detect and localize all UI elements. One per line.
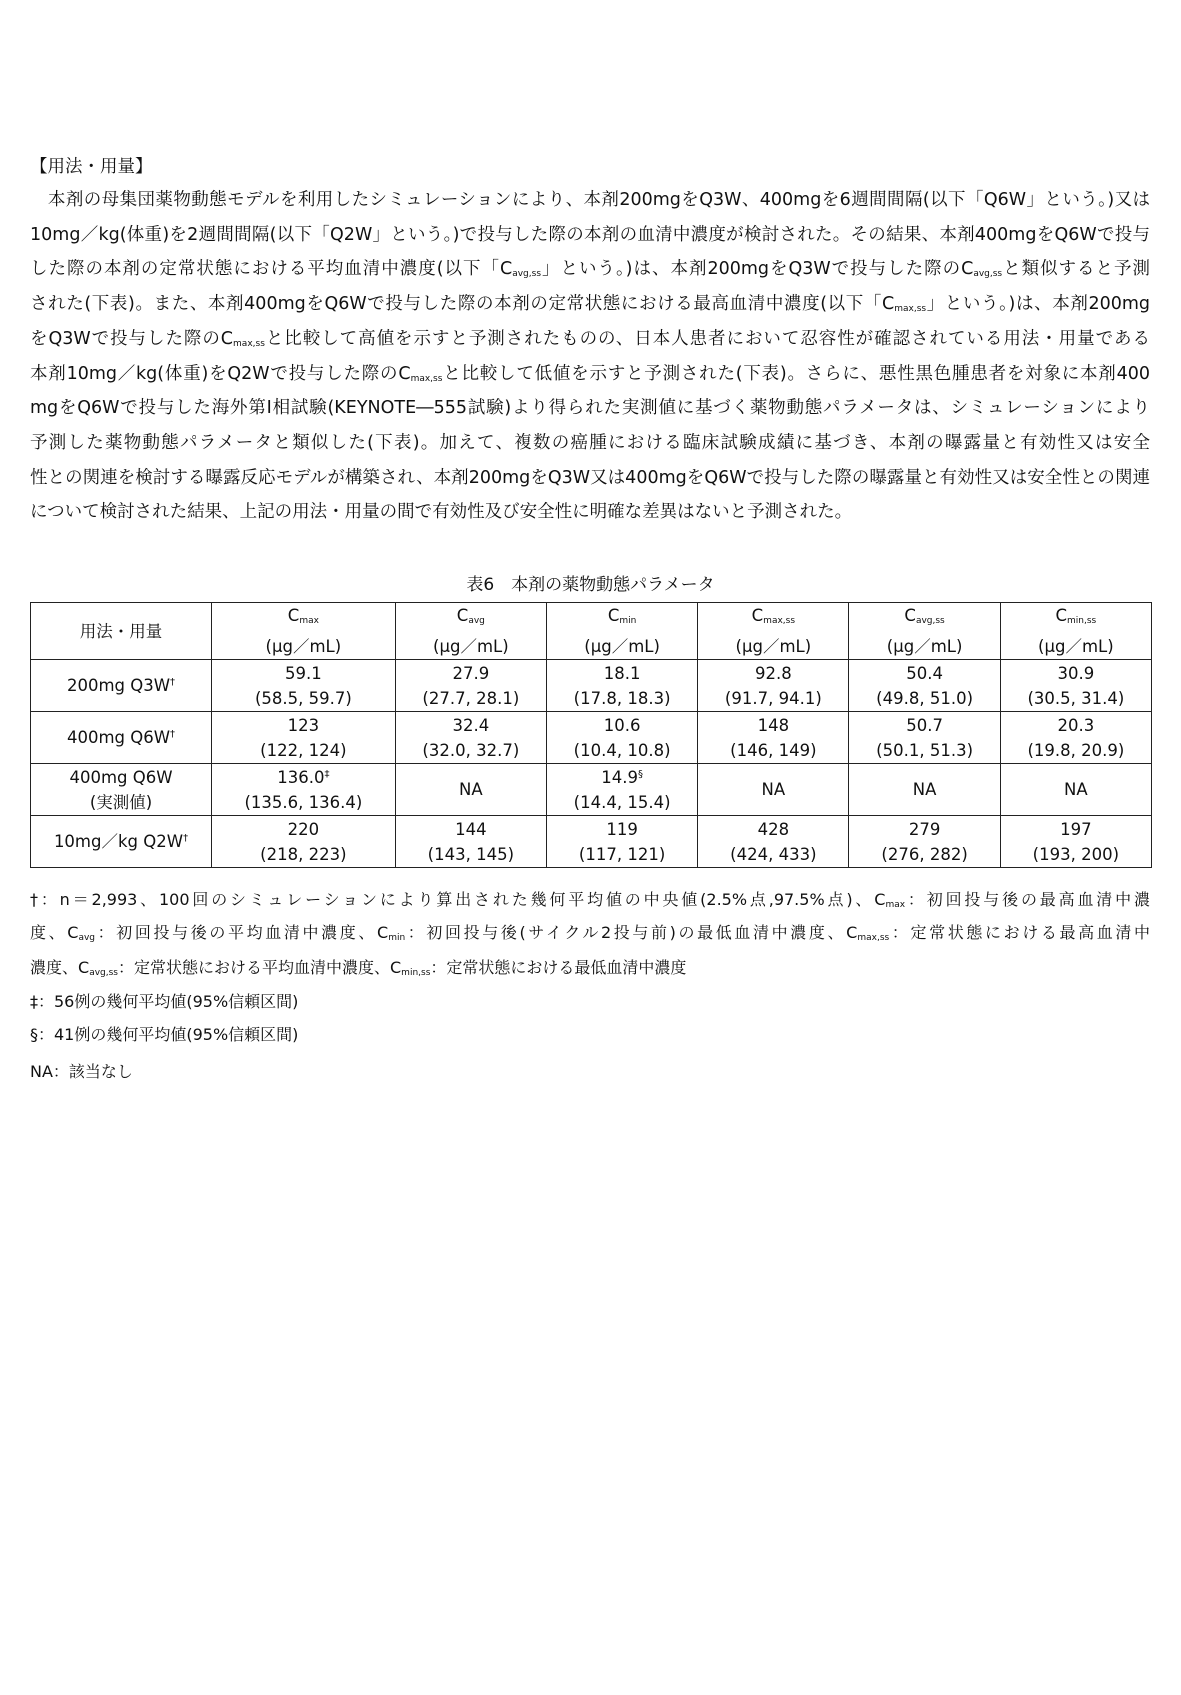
cell-value: NA [1064,780,1088,799]
subscript: min [388,933,406,943]
cell-interval: (32.0, 32.7) [422,740,520,760]
table-cell [395,660,546,712]
text-segment: 本剤10mg／kg(体重)をQ2Wで投与した際のC [30,363,411,384]
cell-value: NA [761,780,786,799]
cell-value: 92.8 [754,663,792,683]
table-cell [698,816,849,868]
text-segment: をQ3Wで投与した際のC [30,328,234,349]
column-name: $C_{avg,ss}$ [904,606,945,626]
cell-interval: (49.8, 51.0) [876,688,974,708]
column-unit: (μg／mL) [265,637,342,656]
column-header [849,603,1000,660]
paragraph-line [30,432,1150,454]
column-name: $C_{min,ss}$ [1055,606,1097,626]
cell-interval: (58.5, 59.7) [254,688,352,708]
table-cell [1000,660,1151,712]
paragraph-line [30,258,1150,285]
column-header [1000,603,1151,660]
subscript: max,ss [894,304,927,315]
text-segment: と類似すると予測 [1002,259,1151,280]
cell-value: 18.1 [603,663,641,683]
text-segment: された(下表)。また、本剤400mgをQ6Wで投与した際の本剤の定常状態における最高血清中濃度(以下「C [30,294,895,315]
cell-interval: (218, 223) [260,844,347,864]
subscript: avg,ss [973,269,1003,280]
footnote-line [30,1025,1150,1045]
column-subscript: max [299,616,319,626]
column-unit: (μg／mL) [735,637,812,656]
paragraph-line [30,467,1150,489]
text-segment: ：定常状態における最高血清中 [889,923,1150,942]
text-segment: ：定常状態における最低血清中濃度 [430,958,687,977]
table-cell [698,764,849,816]
column-header [698,603,849,660]
table-cell [1000,712,1151,764]
table-cell [395,764,546,816]
text-segment: 性との関連を検討する曝露反応モデルが構築され、本剤200mgをQ3W又は400mgをQ6Wで投与した際の曝露量と有効性又は安全性との関連 [30,467,1150,488]
subscript: avg,ss [512,269,542,280]
footnote-line [30,923,1150,948]
column-subscript: min [619,616,637,626]
row-label-text: 400mg Q6W [69,767,173,787]
table-row [31,712,1152,764]
cell-value: 144 [455,819,487,839]
column-subscript: avg [468,616,485,626]
cell-value: NA [912,780,937,799]
table-cell [849,712,1000,764]
subscript: max,ss [233,338,265,349]
row-label [31,660,212,712]
text-segment: ‡：56例の幾何平均値(95%信頼区間) [30,992,299,1011]
cell-interval: (14.4, 15.4) [573,792,671,812]
table-cell [212,712,396,764]
row-label [31,764,212,816]
footnote-mark: † [170,677,176,688]
cell-interval: (91.7, 94.1) [724,688,822,708]
column-unit: (μg／mL) [886,637,963,656]
column-header [212,603,396,660]
subscript: avg [78,933,95,943]
row-label [31,712,212,764]
text-segment: NA：該当なし [30,1062,133,1081]
footnote-line [30,958,1150,983]
text-segment: 予測した薬物動態パラメータと類似した(下表)。加えて、複数の癌腫における臨床試験成績に基づき、本剤の曝露量と有効性又は安全 [30,432,1150,453]
text-segment: と比較して高値を示すと予測されたものの、日本人患者において忍容性が確認されている用法・用量である [264,328,1151,349]
row-label-text: 10mg／kg Q2W† [53,832,189,851]
table-cell [546,816,697,868]
cell-value: 27.9 [452,663,490,683]
cell-interval: (135.6, 136.4) [244,792,363,812]
text-segment: †：n＝2,993、100回のシミュレーションにより算出された幾何平均値の中央値(2.5%点,97.5%点)、C [30,890,886,909]
section-heading: 【用法・用量】 [30,157,153,177]
cell-value: 32.4 [452,715,490,735]
cell-value: NA [459,780,483,799]
text-segment: ：定常状態における平均血清中濃度、C [117,958,402,977]
cell-interval: (424, 433) [730,844,817,864]
column-subscript: max,ss [763,616,796,626]
table-row [31,816,1152,868]
cell-interval: (10.4, 10.8) [573,740,671,760]
column-name: $C_{avg}$ [456,606,485,626]
cell-interval: (143, 145) [427,844,515,864]
header-regimen: 用法・用量 [31,603,212,660]
row-label-note: (実測値) [89,792,153,812]
text-segment: mgをQ6Wで投与した海外第Ⅰ相試験(KEYNOTE―555試験)より得られた実測値に基づく薬物動態パラメータは、シミュレーションにより [30,398,1150,419]
cell-value: 10.6 [603,715,641,735]
table-header-row [31,603,1152,660]
table-cell [395,816,546,868]
cell-value: 136.0‡ [277,767,330,787]
row-label-text: 400mg Q6W† [66,728,176,747]
cell-interval: (17.8, 18.3) [573,688,671,708]
cell-interval: (117, 121) [578,844,666,864]
text-segment: 10mg／kg(体重)を2週間間隔(以下「Q2W」という。)で投与した際の本剤の血清中濃度が検討された。その結果、本剤400mgをQ6Wで投与 [30,224,1150,245]
footnote-mark: § [637,768,643,780]
cell-value: 14.9§ [601,767,643,787]
footnote-mark: † [170,729,176,740]
cell-value: 148 [757,715,790,735]
cell-value: 119 [606,819,638,839]
table-cell [546,712,697,764]
table-cell [698,712,849,764]
table-caption: 表6 本剤の薬物動態パラメータ [466,575,715,595]
cell-value: 123 [287,715,320,735]
footnote-mark: † [183,833,189,844]
text-segment: 濃度、C [30,958,90,977]
table-cell [546,764,697,816]
footnote-mark: ‡ [324,768,330,780]
cell-value: 59.1 [284,663,322,683]
column-name: $C_{max,ss}$ [751,606,796,626]
cell-interval: (30.5, 31.4) [1027,688,1125,708]
text-segment: 」という。)は、本剤200mgをQ3Wで投与した際のC [541,259,974,280]
column-unit: (μg／mL) [433,637,509,656]
cell-interval: (50.1, 51.3) [876,740,974,760]
row-label-text: 200mg Q3W† [66,676,176,695]
table-cell [1000,764,1151,816]
table-cell [395,712,546,764]
subscript: max,ss [857,933,890,943]
table-cell [212,764,396,816]
cell-interval: (122, 124) [260,740,347,760]
text-segment: 本剤の母集団薬物動態モデルを利用したシミュレーションにより、本剤200mgをQ3W、400mgを6週間間隔(以下「Q6W」という。)又は [30,190,1150,210]
cell-value: 220 [287,819,320,839]
table-cell [546,660,697,712]
footnote-line [30,890,1150,915]
column-name: $C_{max}$ [287,606,319,626]
cell-value: 20.3 [1057,715,1095,735]
text-segment: 度、C [30,923,79,942]
subscript: max [885,900,906,910]
footnote-line [30,992,1150,1012]
column-unit: (μg／mL) [584,637,660,656]
subscript: max,ss [410,373,443,384]
column-name: $C_{min}$ [607,606,637,626]
paragraph-line [30,363,1150,390]
text-segment: 」という。)は、本剤200mg [926,294,1150,315]
cell-value: 50.4 [906,663,943,683]
column-subscript: min,ss [1067,616,1097,626]
table-cell [849,660,1000,712]
cell-interval: (276, 282) [881,844,968,864]
table-cell [849,764,1000,816]
pk-parameters-table [30,602,1152,868]
paragraph-line [30,501,1150,523]
cell-interval: (27.7, 28.1) [422,688,520,708]
cell-value: 197 [1060,819,1092,839]
paragraph-line [30,189,1150,211]
text-segment: と比較して低値を示すと予測された(下表)。さらに、悪性黒色腫患者を対象に本剤400 [442,363,1150,384]
table-cell [849,816,1000,868]
column-subscript: avg,ss [915,616,945,626]
table-cell [212,816,396,868]
cell-interval: (146, 149) [730,740,817,760]
table-row [31,764,1152,816]
cell-value: 428 [757,819,790,839]
text-segment: について検討された結果、上記の用法・用量の間で有効性及び安全性に明確な差異はないと予測された。 [30,502,853,523]
text-segment: ：初回投与後の平均血清中濃度、C [95,923,389,942]
paragraph-line [30,293,1150,320]
table-row [31,660,1152,712]
paragraph-line [30,328,1150,355]
text-segment: ：初回投与後(サイクル2投与前)の最低血清中濃度、C [405,923,858,942]
table-cell [212,660,396,712]
footnote-line [30,1062,1150,1082]
cell-interval: (193, 200) [1032,844,1120,864]
cell-value: 50.7 [906,715,943,735]
text-segment: §：41例の幾何平均値(95%信頼区間) [30,1025,299,1044]
paragraph-line [30,224,1150,246]
subscript: avg,ss [89,968,118,978]
column-unit: (μg／mL) [1038,637,1114,656]
text-segment: した際の本剤の定常状態における平均血清中濃度(以下「C [30,259,513,280]
paragraph-line [30,397,1150,419]
column-header [395,603,546,660]
cell-value: 30.9 [1057,663,1095,683]
row-label [31,816,212,868]
table-cell [1000,816,1151,868]
column-header [546,603,697,660]
table-cell [698,660,849,712]
cell-interval: (19.8, 20.9) [1027,740,1125,760]
subscript: min,ss [401,968,431,978]
cell-value: 279 [908,819,941,839]
text-segment: ：初回投与後の最高血清中濃 [905,890,1150,909]
